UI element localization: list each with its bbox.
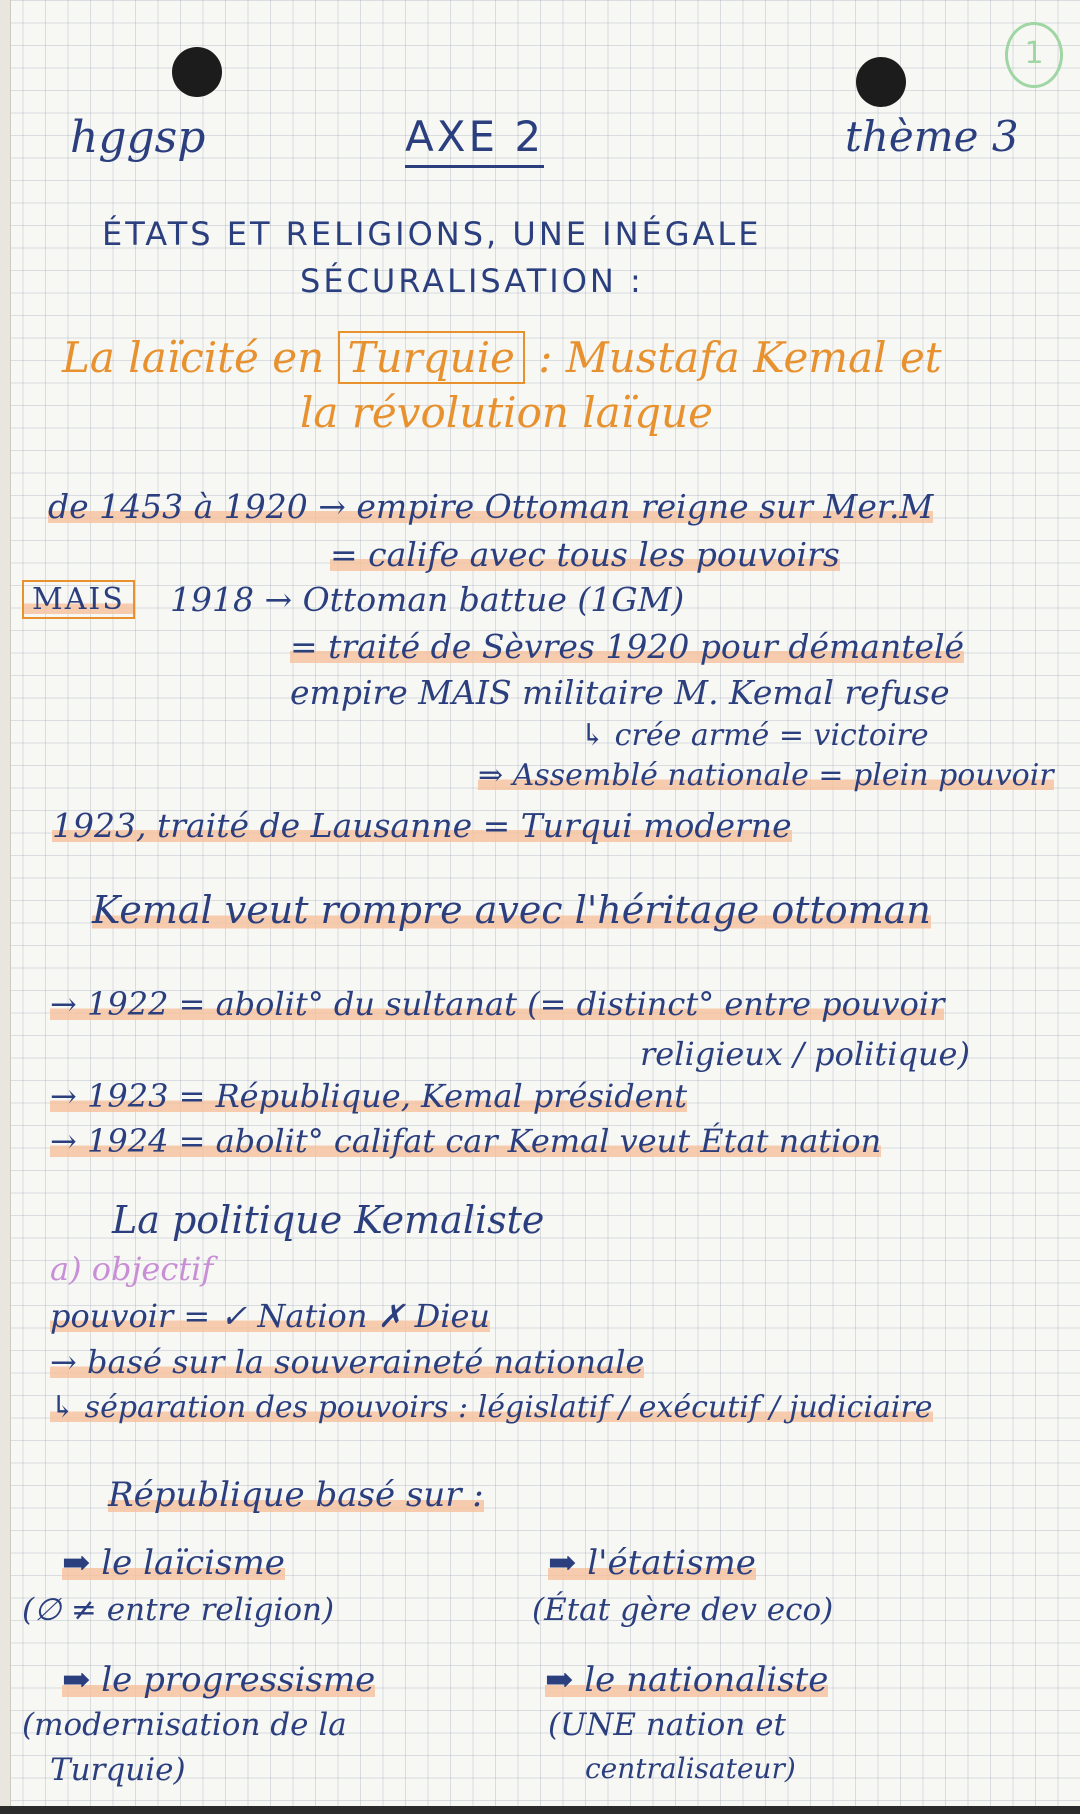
history-line-1: de 1453 à 1920 → empire Ottoman reigne sur Mer.M bbox=[48, 487, 934, 526]
subject-label: hggsp bbox=[70, 112, 206, 163]
history-line-5: empire MAIS militaire M. Kemal refuse bbox=[290, 673, 950, 712]
subtitle-part-2: : Mustafa Kemal et bbox=[538, 333, 942, 382]
politique-line-1: pouvoir = ✓ Nation ✗ Dieu bbox=[50, 1297, 491, 1335]
title-line-1: ÉTATS ET RELIGIONS, UNE INÉGALE bbox=[102, 215, 762, 253]
pillar-laicisme-note: (∅ ≠ entre religion) bbox=[22, 1592, 335, 1628]
page-number: 1 bbox=[1005, 22, 1063, 88]
republique-heading: République basé sur : bbox=[108, 1475, 484, 1515]
reform-1924: → 1924 = abolit° califat car Kemal veut État nation bbox=[50, 1122, 882, 1160]
subtitle-line-1 bbox=[62, 333, 942, 382]
history-line-4: = traité de Sèvres 1920 pour démantelé bbox=[290, 627, 965, 666]
punch-hole-left bbox=[172, 47, 222, 97]
title-line-2: SÉCURALISATION : bbox=[300, 262, 644, 300]
subtitle-line-2: la révolution laïque bbox=[300, 388, 713, 437]
pillar-progressisme: ➡ le progressisme bbox=[62, 1660, 376, 1700]
kemal-heading: Kemal veut rompre avec l'héritage ottoman bbox=[92, 888, 931, 932]
reform-1923: → 1923 = République, Kemal président bbox=[50, 1077, 688, 1115]
politique-line-3: ↳ séparation des pouvoirs : législatif / exécutif / judiciaire bbox=[50, 1390, 933, 1425]
politique-heading: La politique Kemaliste bbox=[112, 1198, 545, 1242]
section-a-objectif: a) objectif bbox=[50, 1250, 214, 1288]
pillar-nationaliste-note: (UNE nation et bbox=[548, 1707, 786, 1743]
history-line-2: = calife avec tous les pouvoirs bbox=[330, 535, 840, 574]
theme-label: thème 3 bbox=[845, 112, 1019, 161]
mais-label: MAIS bbox=[22, 580, 135, 619]
history-line-7: ⇒ Assemblé nationale = plein pouvoir bbox=[478, 758, 1054, 793]
subtitle-part-1: La laïcité en bbox=[62, 333, 325, 382]
pillar-progressisme-note-2: Turquie) bbox=[50, 1752, 186, 1788]
pillar-etatisme: ➡ l'étatisme bbox=[548, 1543, 756, 1583]
axe-title: AXE 2 bbox=[405, 112, 544, 168]
history-line-8: 1923, traité de Lausanne = Turqui moderne bbox=[52, 806, 792, 845]
pillar-nationaliste: ➡ le nationaliste bbox=[545, 1660, 829, 1700]
pillar-progressisme-note: (modernisation de la bbox=[22, 1707, 347, 1743]
pillar-laicisme: ➡ le laïcisme bbox=[62, 1543, 285, 1583]
bottom-edge bbox=[0, 1806, 1080, 1814]
politique-line-2: → basé sur la souveraineté nationale bbox=[50, 1343, 645, 1381]
reform-1922-cont: religieux / politique) bbox=[640, 1035, 970, 1073]
reform-1922: → 1922 = abolit° du sultanat (= distinct° entre pouvoir bbox=[50, 985, 945, 1023]
history-line-3: 1918 → Ottoman battue (1GM) bbox=[170, 580, 685, 619]
history-line-6: ↳ crée armé = victoire bbox=[580, 718, 929, 753]
punch-hole-right bbox=[856, 57, 906, 107]
pillar-etatisme-note: (État gère dev eco) bbox=[532, 1592, 834, 1628]
pillar-nationaliste-note-2: centralisateur) bbox=[585, 1752, 796, 1785]
subtitle-boxed-word: Turquie bbox=[338, 331, 525, 384]
paper-margin bbox=[0, 0, 11, 1814]
